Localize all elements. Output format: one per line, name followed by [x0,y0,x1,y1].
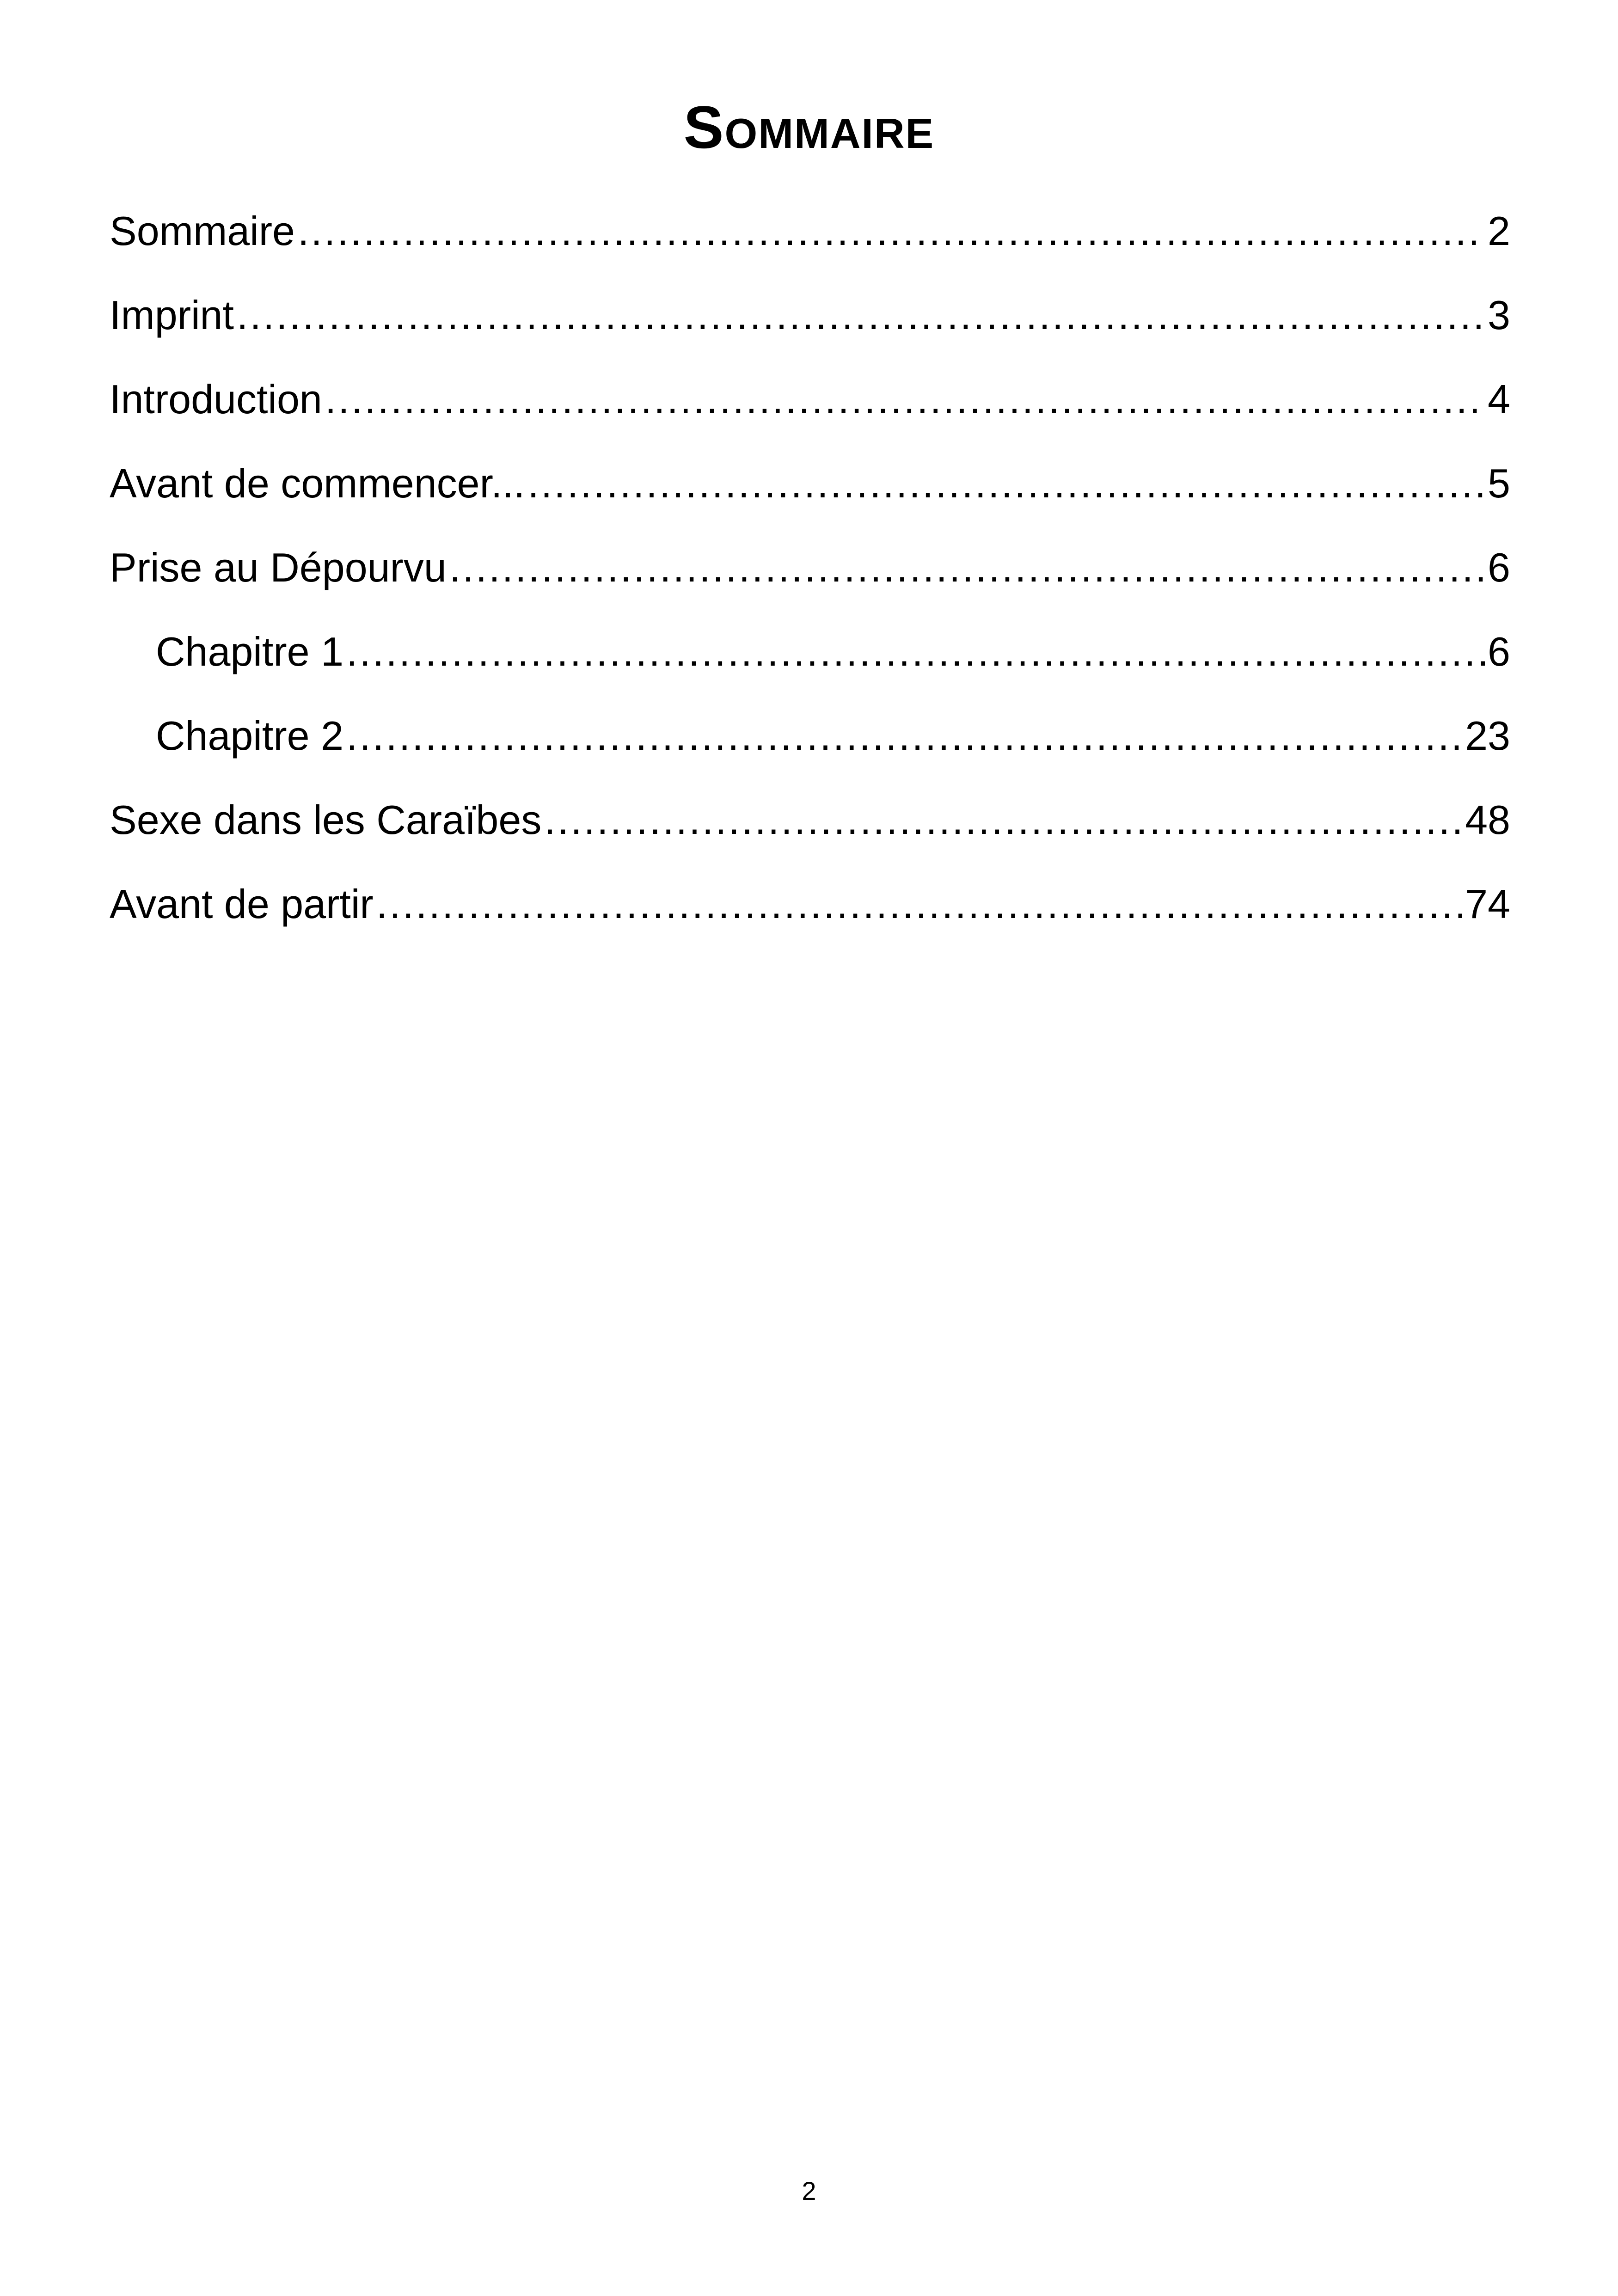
toc-entry[interactable] [110,451,1510,535]
toc-entry[interactable] [110,199,1510,283]
toc-entry-page: 5 [1488,460,1510,506]
toc-entry-page: 6 [1488,629,1510,674]
toc-dot-leader [449,535,1485,600]
toc-entry-page: 2 [1488,208,1510,254]
toc-entry-label: Sommaire [110,208,295,254]
toc-entry-page: 23 [1465,713,1510,759]
toc-entry[interactable] [110,788,1510,872]
toc-entry-page: 6 [1488,545,1510,590]
toc-dot-leader [346,619,1485,684]
toc-entry-label: Chapitre 1 [156,629,344,674]
toc-entry-page: 74 [1465,881,1510,927]
toc-entry-label: Avant de commencer... [110,460,525,506]
toc-entry[interactable] [110,872,1510,956]
toc-entry-label: Chapitre 2 [156,713,344,759]
toc-entry-label: Avant de partir [110,881,374,927]
toc-entry-label: Prise au Dépourvu [110,545,447,590]
toc-entry[interactable] [110,283,1510,367]
toc-entry[interactable] [110,535,1510,619]
page-title: Sommaire [683,93,935,161]
toc-subentry[interactable] [110,704,1510,788]
toc-dot-leader [298,199,1485,263]
toc-dot-leader [527,451,1485,516]
toc-entry-label: Introduction [110,376,322,422]
toc-entry-page: 3 [1488,292,1510,338]
toc-entry-page: 4 [1488,376,1510,422]
toc-subentry[interactable] [110,619,1510,704]
toc-dot-leader [544,788,1462,852]
toc-dot-leader [376,872,1462,937]
toc-entry-page: 48 [1465,797,1510,843]
table-of-contents [110,199,1510,956]
toc-entry-label: Sexe dans les Caraïbes [110,797,542,843]
toc-dot-leader [346,704,1462,768]
page-number: 2 [802,2176,816,2205]
toc-dot-leader [237,283,1485,348]
toc-entry[interactable] [110,367,1510,451]
toc-dot-leader [325,367,1485,432]
toc-entry-label: Imprint [110,292,234,338]
